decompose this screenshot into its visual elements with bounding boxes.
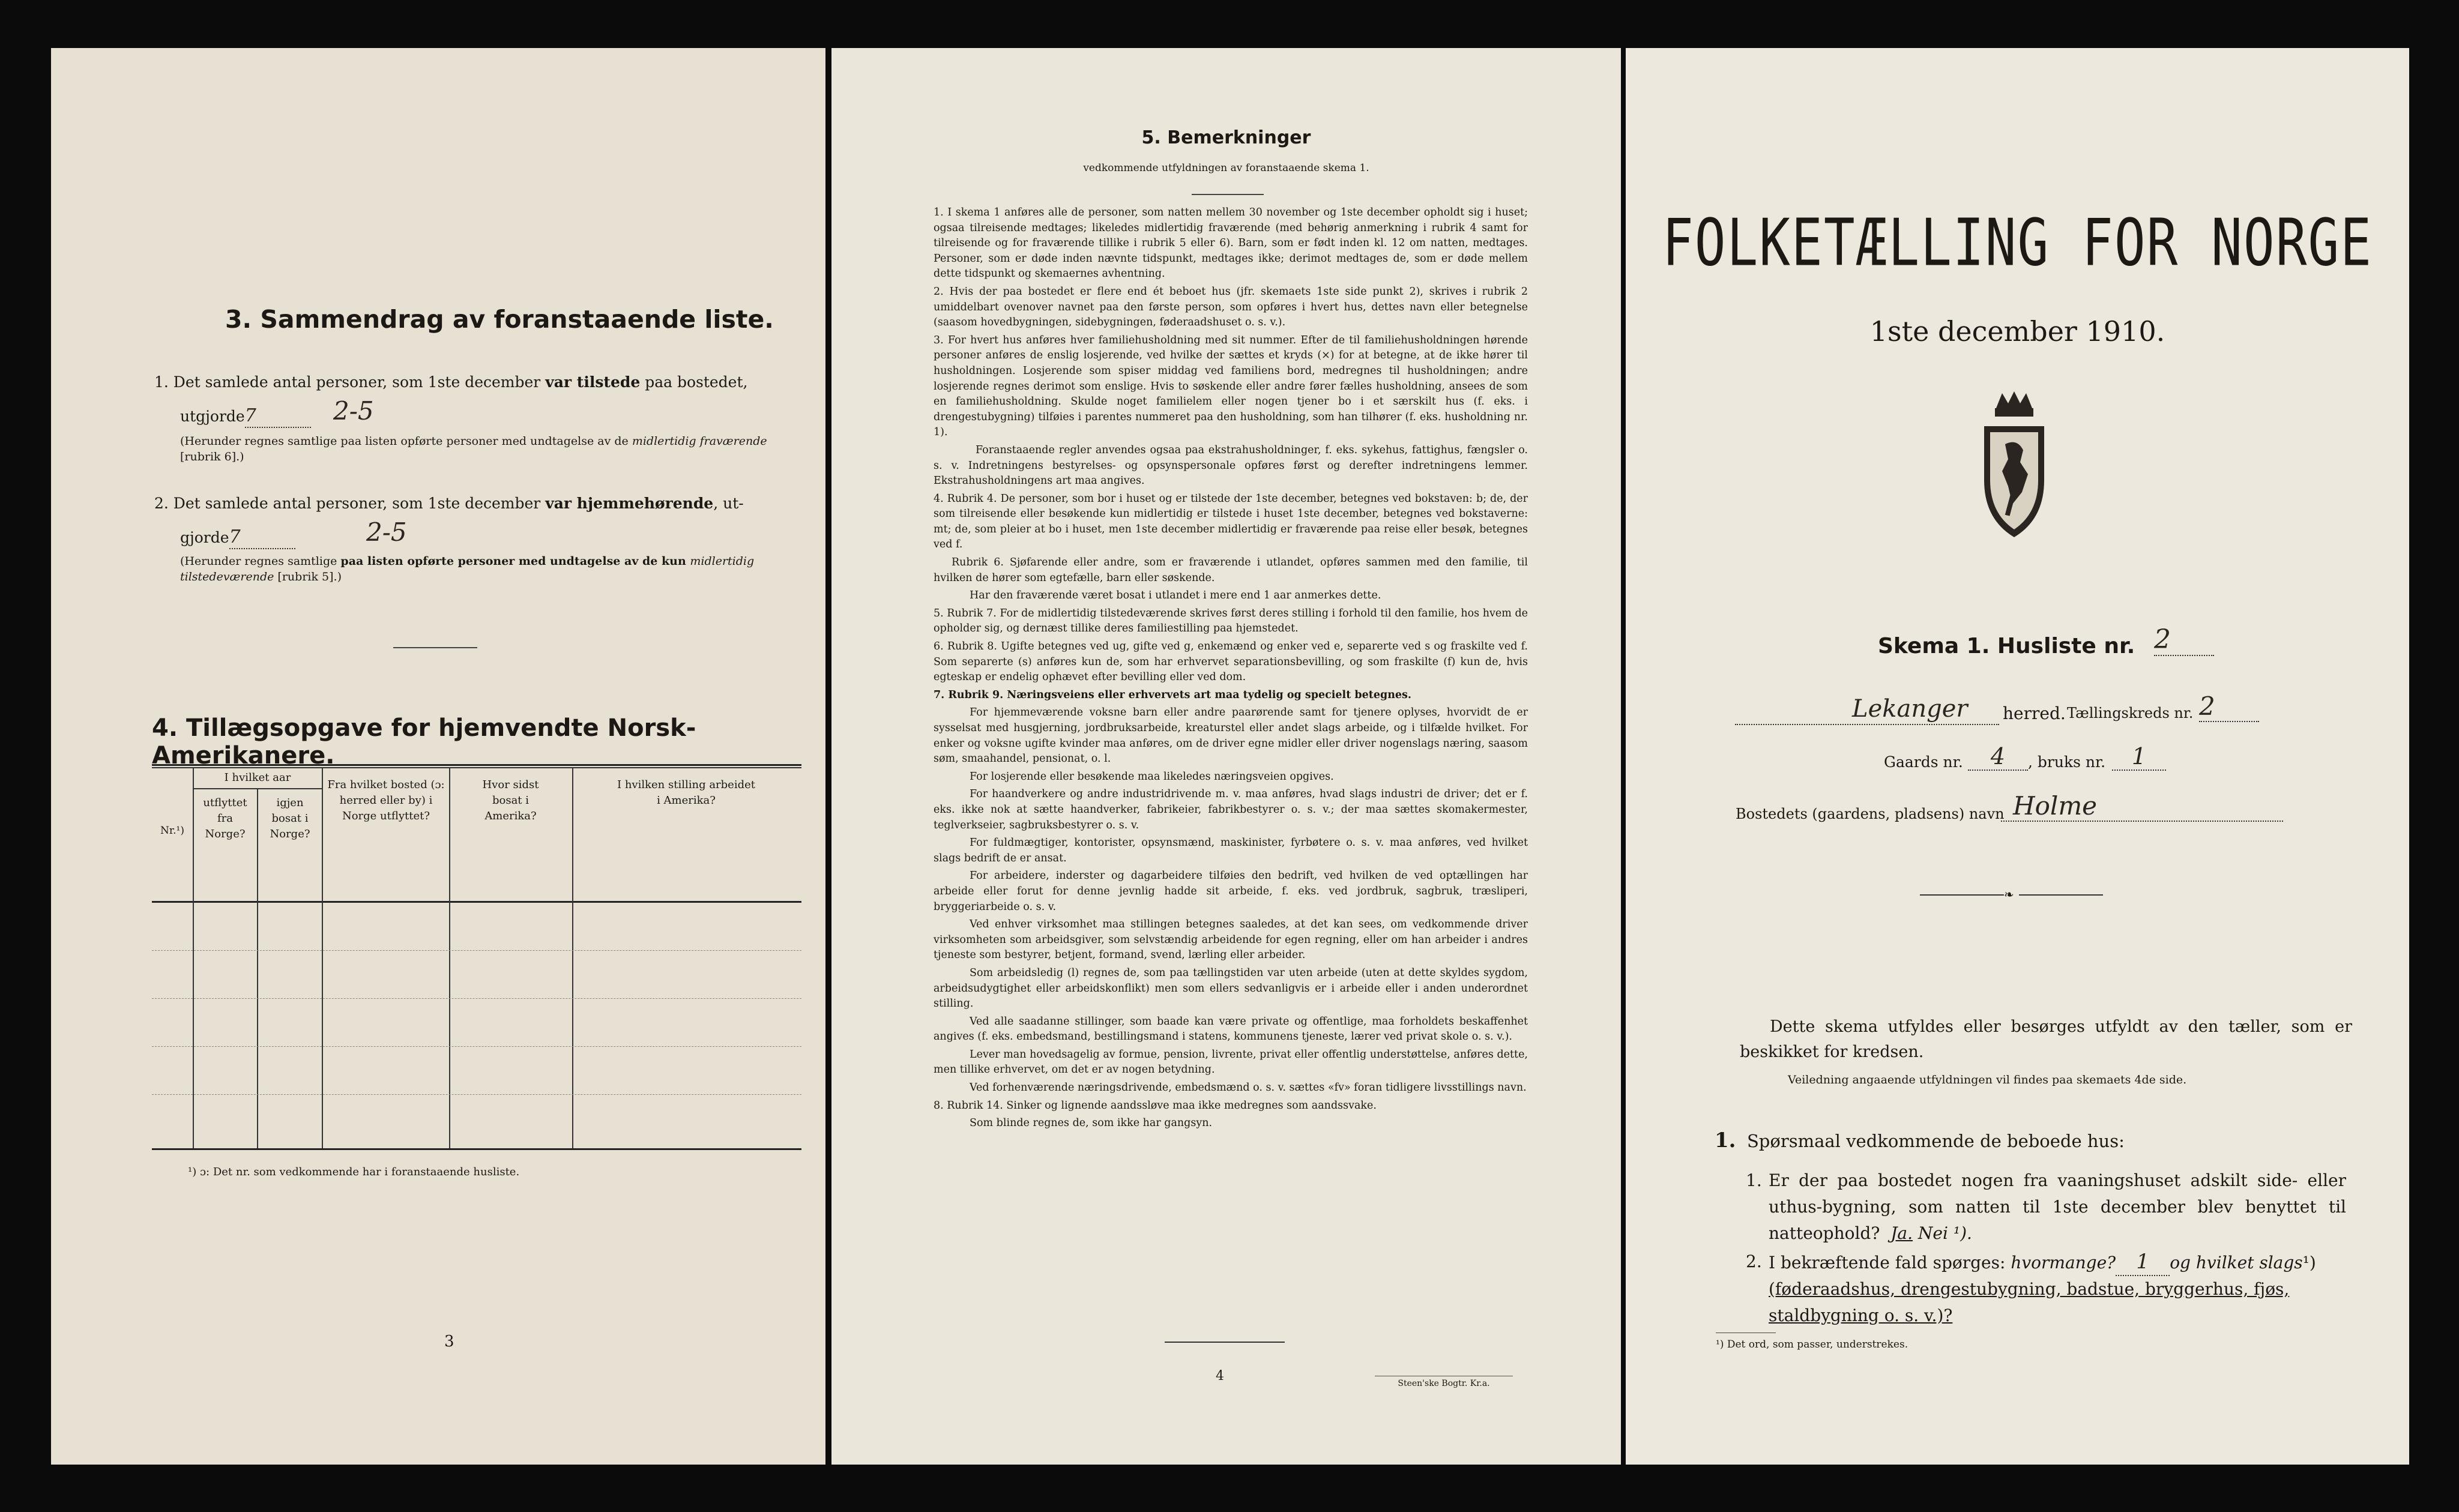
item2-mark: 2-5 [366, 517, 407, 547]
remark-paragraph: Ved enhver virksomhet maa stillingen betegnes saaledes, at det kan sees, om vedkommende driver virksomheten som arbeidsgiver, som selvstændig arbeidende for egen regning, eller om han arbeider i andres tjeneste som bestyrer, betjent, formand, svend, lærling eller arbeider. [934, 918, 1528, 962]
divider [1192, 194, 1264, 195]
bruks-value: 1 [2112, 743, 2166, 771]
remark-paragraph: Ved forhenværende næringsdrivende, embedsmænd o. s. v. sættes «fv» foran tidligere livsstillings navn. [970, 1082, 1527, 1094]
census-date: 1ste december 1910. [1869, 315, 2165, 348]
skema-label: Skema 1. Husliste nr. [1878, 634, 2135, 658]
remarks-subtitle: vedkommende utfyldningen av foranstaaende skema 1. [1083, 162, 1369, 174]
item1: 1. Det samlede antal personer, som 1ste december var tilstede paa bostedet, [154, 373, 748, 391]
middle-page [831, 48, 1621, 1465]
printer-mark: Steen'ske Bogtr. Kr.a. [1375, 1376, 1513, 1388]
header-i-hvilket-aar: I hvilket aar [224, 771, 291, 784]
remark-paragraph: 5. Rubrik 7. For de midlertidig tilstedeværende skrives først deres stilling i forhold til den familie, hos hvem de opholder sig, og dernæst tillike deres familiestilling paa hjemstedet. [934, 607, 1528, 635]
header-nr: Nr.¹) [160, 825, 184, 837]
item1-value: 7 [245, 405, 311, 428]
footnote: ¹) ɔ: Det nr. som vedkommende har i foranstaaende husliste. [188, 1166, 520, 1178]
header-stilling: I hvilken stilling arbeidet i Amerika? [617, 779, 755, 807]
questions-title: 1. Spørsmaal vedkommende de beboede hus: [1715, 1128, 2125, 1152]
kreds-value: 2 [2199, 691, 2259, 722]
item2-value: 7 [229, 526, 295, 549]
question-2: 2. I bekræftende fald spørges: hvormange? 1 og hvilket slags¹) (føderaadshus, drengestubygning, badstue, bryggerhus, fjøs, staldbygning o. s. v.)? [1746, 1250, 2316, 1325]
q1-ja: Ja. [1890, 1223, 1913, 1243]
remark-paragraph: 2. Hvis der paa bostedet er flere end ét beboet hus (jfr. skemaets 1ste side punkt 2), skrives i rubrik 2 umiddelbart ovenover navnet paa den første person, som opføres i hvert hus, dettes navn eller betegnelse (saasom hovedbygningen, sidebygningen, føderaadshuset o. s. v.). [934, 285, 1528, 329]
question-1: 1. Er der paa bostedet nogen fra vaaningshuset adskilt side- eller uthus-bygning, som natten til 1ste december blev benyttet til natteophold? Ja. Nei ¹). [1746, 1170, 2346, 1243]
remark-paragraph: 4. Rubrik 4. De personer, som bor i huset og er tilstede der 1ste december, betegnes ved bokstaven: b; de, der som tilreisende eller besøkende kun midlertidig er tilstede i huset 1ste december, betegnes ved bokstaverne: mt; de, som pleier at bo i huset, men 1ste december midlertidig er fraværende paa reise eller besøk, betegnes ved f. [934, 492, 1528, 551]
remark-paragraph: For hjemmeværende voksne barn eller andre paarørende samt for tjenere oplyses, hvorvidt de er sysselsat med husgjerning, jordbruksarbeide, kreaturstel eller andet slags arbeide, og i tilfælde hvilket. For enker og voksne ugifte kvinder maa anføres, om de driver egne midler eller driver nogenslags næring, saasom søm, smaahandel, pensionat, o. l. [934, 706, 1528, 765]
husliste-nr: 2 [2154, 624, 2214, 656]
item1-mark: 2-5 [333, 396, 374, 426]
table-row [152, 1094, 801, 1095]
item2-gjorde: gjorde7 [180, 526, 295, 549]
herred-field [1735, 697, 1999, 725]
herred-label: herred. [2003, 703, 2066, 723]
header-fra-hvilket-bosted: Fra hvilket bosted (ɔ: herred eller by) i Norge utflyttet? [327, 779, 445, 822]
gaards-value: 4 [1968, 743, 2028, 771]
q1-nei: Nei ¹). [1917, 1223, 1972, 1243]
remarks-title: 5. Bemerkninger [1141, 127, 1311, 148]
bosted-value: Holme [2001, 791, 2283, 822]
veiledning-text: Veiledning angaaende utfyldningen vil findes paa skemaets 4de side. [1788, 1073, 2187, 1086]
item2-note: (Herunder regnes samtlige paa listen opførte personer med undtagelse av de kun midlertidig tilstedeværende [rubrik 5].) [180, 555, 755, 583]
remarks-body [934, 205, 1528, 1134]
footnote: ¹) Det ord, som passer, understrekes. [1716, 1339, 1908, 1351]
remark-paragraph: Rubrik 6. Sjøfarende eller andre, som er fraværende i utlandet, opføres sammen med den familie, til hvilken de hører som egtefælle, barn eller søskende. [934, 556, 1528, 584]
divider [1165, 1342, 1285, 1343]
remark-paragraph: Ved alle saadanne stillinger, som baade kan være private og offentlige, maa forholdets beskaffenhet angives (f. eks. embedsmand, bestillingsmand i statens, kommunens tjeneste, lærer ved privat skole o. s. v.). [934, 1015, 1528, 1043]
item1-note: (Herunder regnes samtlige paa listen opførte personer med undtagelse av de midlertidig fraværende [rubrik 6].) [180, 435, 767, 463]
coat-of-arms-icon [1975, 390, 2053, 540]
remark-paragraph: 1. I skema 1 anføres alle de personer, som natten mellem 30 november og 1ste december opholdt sig i huset; ogsaa tilreisende medtages; likeledes midlertidig fraværende (med behørig anmerkning i rubrik 4 samt for tilreisende og for fraværende tillike i rubrik 5 eller 6). Barn, som er født inden kl. 12 om natten, medtages. Personer, som er døde inden nævnte tidspunkt, medtages ikke; derimot medtages de, som er døde mellem dette tidspunkt og skemaernes avhentning. [934, 206, 1528, 280]
remark-paragraph: For losjerende eller besøkende maa likeledes næringsveien opgives. [970, 770, 1334, 783]
divider [1920, 894, 2004, 896]
q2-answer: 1 [2116, 1248, 2170, 1276]
gaards-label: Gaards nr. [1884, 753, 1963, 771]
instruction-text: Dette skema utfyldes eller besørges utfyldt av den tæller, som er beskikket for kredsen. [1740, 1017, 2352, 1061]
ornament-icon: ❧ [2004, 887, 2014, 902]
norsk-amerikanere-table [152, 764, 801, 1148]
section4-title: 4. Tillægsopgave for hjemvendte Norsk-Amerikanere. [152, 714, 696, 770]
remark-paragraph: Har den fraværende været bosat i utlandet i mere end 1 aar anmerkes dette. [970, 589, 1381, 602]
header-hvor-sidst: Hvor sidst bosat i Amerika? [482, 779, 539, 822]
remark-paragraph: For arbeidere, inderster og dagarbeidere tilføies den bedrift, ved hvilken de ved optællingen har arbeide eller forut for denne jevnlig hadde sit arbeide, f. eks. ved jordbruk, sagbruk, træsliperi, bryggeriarbeide o. s. v. [934, 870, 1528, 913]
divider [393, 647, 477, 648]
remark-paragraph: 8. Rubrik 14. Sinker og lignende aandssløve maa ikke medregnes som aandssvake. [934, 1099, 1377, 1112]
remark-paragraph: For fuldmægtiger, kontorister, opsynsmænd, maskinister, fyrbøtere o. s. v. maa anføres, ved hvilket slags bedrift de er ansat. [934, 837, 1528, 864]
right-page [1626, 48, 2409, 1465]
header-igjen-bosat: igjen bosat i Norge? [270, 797, 310, 840]
remark-paragraph: Som blinde regnes de, som ikke har gangsyn. [970, 1117, 1213, 1130]
remark-paragraph: 3. For hvert hus anføres hver familiehusholdning med sit nummer. Efter de til familiehusholdningen hørende personer anføres de enslig losjerende, ved hvilke der sættes et kryds (×) for at betegne, at de ikke hører til husholdningen. Losjerende som spiser middag ved familiens bord, medregnes til husholdningen; andre losjerende regnes derimot som enslige. Hvis to søskende eller andre fører fælles husholdning, ansees de som en familiehusholdning. Skulde noget familielem eller nogen tjener bo i et særskilt hus (f. eks. i drengestubygning) tilføies i parentes nummeret paa den husholdning, som han tilhører (f. eks. husholdning nr. 1). [934, 334, 1528, 439]
remark-paragraph: 6. Rubrik 8. Ugifte betegnes ved ug, gifte ved g, enkemænd og enker ved e, separerte ved s og fraskilte ved f. Som separerte (s) anføres kun de, som har erhvervet separationsbevilling, og som fraskilte (f) kun de, hvis egteskap er endelig ophævet efter bevilling eller ved dom. [934, 640, 1528, 684]
table-row [152, 950, 801, 951]
remark-paragraph: Lever man hovedsagelig av formue, pension, livrente, privat eller offentlig understøttelse, anføres dette, men tillike erhvervet, om det er av nogen betydning. [934, 1048, 1528, 1076]
bosted-label: Bostedets (gaardens, pladsens) navn [1736, 806, 2005, 822]
table-row [152, 1046, 801, 1047]
remark-paragraph: Som arbeidsledig (l) regnes de, som paa tællingstiden var uten arbeide (uten at dette skyldes sygdom, arbeidsudygtighet eller arbeidskonflikt) men som ellers sedvanligvis er i arbeide eller i anden underordnet stilling. [934, 966, 1528, 1010]
item2: 2. Det samlede antal personer, som 1ste december var hjemmehørende, ut- [154, 495, 744, 512]
bruks-label: , bruks nr. [2028, 753, 2106, 771]
remark-paragraph: 7. Rubrik 9. Næringsveiens eller erhvervets art maa tydelig og specielt betegnes. [934, 688, 1411, 701]
page-number: 3 [444, 1333, 454, 1351]
kreds-label: Tællingskreds nr. [2067, 705, 2194, 721]
herred-value: Lekanger [1852, 695, 1968, 723]
header-utflyttet: utflyttet fra Norge? [203, 797, 247, 840]
page-number: 4 [1216, 1369, 1224, 1384]
item1-utgjorde: utgjorde7 [180, 405, 311, 428]
divider [2019, 894, 2103, 896]
section3-title: 3. Sammendrag av foranstaaende liste. [225, 305, 774, 334]
census-title: FOLKETÆLLING FOR NORGE [1662, 205, 2373, 281]
table-row [152, 998, 801, 999]
remark-paragraph: Foranstaaende regler anvendes ogsaa paa ekstrahusholdninger, f. eks. sykehus, fattighus, fængsler o. s. v. Indretningens bestyrelses- og opsynspersonale opføres først og derefter indretningens lemmer. Ekstrahusholdningens art maa angives. [934, 444, 1528, 487]
left-page [51, 48, 825, 1465]
remark-paragraph: For haandverkere og andre industridrivende m. v. maa anføres, hvad slags industri de driver; det er f. eks. ikke nok at sætte haandverker, fabrikeier, fabrikbestyrer o. s. v.; der maa sættes skomakermester, teglverkseier, sagbruksbestyrer o. s. v. [934, 788, 1528, 831]
